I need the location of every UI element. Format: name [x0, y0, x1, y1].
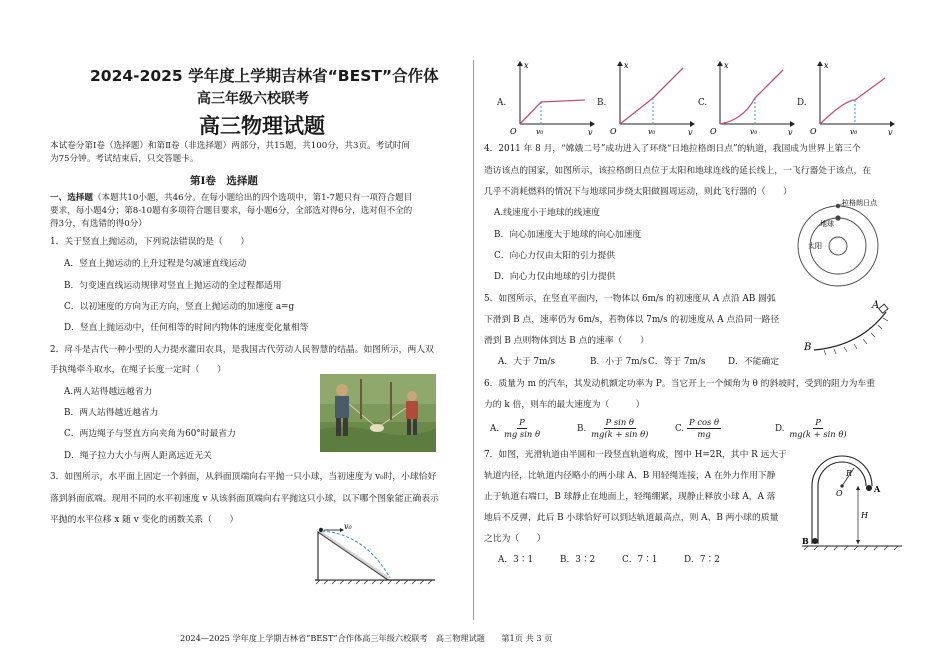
- q7-option-b: B．3∶2: [560, 555, 596, 565]
- q6-option-d: [775, 417, 849, 440]
- q3-stem3: 平抛的水平位移 x 随 v 变化的函数关系（ ）: [50, 515, 239, 525]
- q6-d-num: P: [815, 417, 821, 427]
- q4-stem3: 几乎不消耗燃料的情况下与地球同步绕太阳做圆周运动，则此飞行器的（ ）: [484, 187, 792, 197]
- q5-option-c: C．等于 7m/s: [648, 357, 706, 367]
- q7-stem4: 地后不反弹，此后 B 小球恰好可以到达轨道最高点，则 A、B 两小球的质量: [484, 513, 779, 523]
- section1-desc2: 要求，每小题4分；第8-10题有多项符合题目要求，每小题6分，全部选对得6分，选对但不全的: [50, 206, 413, 216]
- q5-stem2: 下滑到 B 点，速率仍为 6m/s，若物体以 7m/s 的初速度从 A 点沿同一路径: [484, 315, 780, 325]
- q4-option-c: C．向心力仅由太阳的引力提供: [494, 251, 616, 261]
- earth-label: 地球: [820, 220, 834, 228]
- q7-option-d: D．7∶2: [684, 555, 720, 565]
- q2-option-a: A.两人站得越远越省力: [64, 387, 153, 397]
- graph-b-v0: v₀: [648, 127, 656, 136]
- q5-option-b: B．小于 7m/s: [590, 357, 648, 367]
- q6-option-a: [490, 417, 542, 440]
- exam-title-line1: 2024-2025 学年度上学期吉林省“BEST”合作体: [90, 67, 439, 85]
- q6-stem2: 力的 k 倍，则车的最大速度为（ ）: [484, 400, 645, 410]
- graph-a: [505, 58, 595, 138]
- q5-option-d: D．不能确定: [728, 357, 780, 367]
- q7-stem2: 轨道内径，比轨道内径略小的两小球 A、B 用轻绳连接，A 在外力作用下静: [484, 471, 776, 481]
- section1-heading: 一、选择题: [50, 193, 93, 203]
- track-a-label: A: [874, 484, 881, 494]
- q3-stem2: 落到斜面底端。现用不同的水平初速度 v 从该斜面顶端向右平抛这只小球，以下哪个图象能正确表示: [50, 494, 439, 504]
- graph-c-v0: v₀: [750, 127, 758, 136]
- semicircle-track-figure: [798, 448, 908, 556]
- graph-b: [605, 58, 695, 138]
- exam-title-line2: 高三年级六校联考: [197, 91, 309, 107]
- q2-option-c: C．两边绳子与竖直方向夹角为60°时最省力: [64, 429, 236, 439]
- graph-a-v-axis: v: [588, 128, 593, 137]
- q7-stem5: 之比为（ ）: [484, 534, 546, 544]
- graph-c-label: C.: [698, 98, 708, 108]
- q6-d-label: D.: [775, 424, 785, 434]
- q6-b-den: mg(k + sin θ): [591, 429, 649, 439]
- q6-c-label: C.: [675, 424, 685, 434]
- q5-stem1: 5．如图所示，在竖直平面内，一物体以 6m/s 的初速度从 A 点沿 AB 圆弧: [484, 294, 776, 304]
- arc-point-a: A: [872, 300, 880, 311]
- graph-b-origin: O: [610, 127, 617, 136]
- q1-option-d: D．竖直上抛运动中，任何相等的时间内物体的速度变化量相等: [64, 323, 309, 333]
- q7-stem1: 7．如图，光滑轨道由半圆和一段竖直轨道构成，图中 H=2R，其中 R 远大于: [484, 450, 787, 460]
- intro-line1: 本试卷分第Ⅰ卷（选择题）和第Ⅱ卷（非选择题）两部分，共15题，共100分，共3页。考试时间: [50, 141, 411, 151]
- q6-c-den: mg: [697, 429, 711, 439]
- q4-stem2: 造访该点的国家，如图所示，该拉格朗日点位于太阳和地球连线的延长线上，一飞行器处于该点，在: [484, 166, 872, 176]
- graph-d-v0: v₀: [850, 127, 858, 136]
- graph-b-x-axis: x: [624, 61, 629, 70]
- q4-option-a: A.线速度小于地球的线速度: [494, 208, 600, 218]
- q5-option-a: A．大于 7m/s: [498, 357, 555, 367]
- water-lifting-photo: [320, 374, 436, 452]
- q3-stem1: 3．如图所示，水平面上固定一个斜面，从斜面顶端向右平抛一只小球，当初速度为 v₀时，小球恰好: [50, 472, 437, 482]
- column-divider: [473, 60, 474, 620]
- track-r-label: R: [846, 469, 853, 478]
- sun-label: 太阳: [808, 242, 822, 250]
- section1-desc3: 得3分，有选错的得0分）: [50, 219, 147, 229]
- graph-a-x-axis: x: [524, 61, 529, 70]
- section1-line1: [50, 192, 412, 205]
- part-heading: 第Ⅰ卷 选择题: [190, 175, 258, 187]
- q6-option-c: [675, 417, 721, 440]
- q1-stem: 1．关于竖直上抛运动，下列说法错误的是（ ）: [50, 237, 250, 247]
- graph-d: [805, 58, 895, 138]
- lagrange-orbit-figure: [788, 196, 908, 288]
- incline-v0-label: v₀: [344, 522, 352, 531]
- q6-stem1: 6．质量为 m 的汽车，其发动机额定功率为 P。当它开上一个倾角为 θ 的斜坡时，受到的阻力为车重: [484, 379, 876, 389]
- graph-b-label: B.: [597, 98, 607, 108]
- graph-d-label: D.: [797, 98, 807, 108]
- q6-d-den: mg(k + sin θ): [789, 429, 847, 439]
- page-footer: 2024—2025 学年度上学期吉林省“BEST”合作体高三年级六校联考 高三物理试题 第1页 共 3 页: [180, 633, 553, 643]
- q4-option-b: B．向心加速度大于地球的向心加速度: [494, 230, 642, 240]
- q4-option-d: D．向心力仅由地球的引力提供: [494, 272, 616, 282]
- graph-d-v-axis: v: [888, 128, 893, 137]
- q2-option-b: B．两人站得越近越省力: [64, 408, 159, 418]
- q4-stem1: 4．2011 年 8 月，“嫦娥二号”成功进入了环绕“日地拉格朗日点”的轨道，我国成为世界上第三个: [484, 144, 861, 154]
- intro-line2: 为75分钟。考试结束后，只交答题卡。: [50, 154, 199, 164]
- graph-a-origin: O: [510, 127, 517, 136]
- graph-d-origin: O: [810, 127, 817, 136]
- q6-c-num: P cos θ: [689, 417, 720, 427]
- graph-d-x-axis: x: [824, 61, 829, 70]
- q6-a-label: A.: [490, 424, 500, 434]
- q1-option-c: C．以初速度的方向为正方向，竖直上抛运动的加速度 a=g: [64, 302, 295, 312]
- q6-b-fraction: [589, 417, 650, 440]
- q1-option-a: A．竖直上抛运动的上升过程是匀减速直线运动: [64, 259, 247, 269]
- graph-c: [705, 58, 795, 138]
- graph-c-v-axis: v: [788, 128, 793, 137]
- q6-a-num: P: [519, 417, 525, 427]
- q2-stem1: 2．戽斗是古代一种小型的人力提水灌田农具，是我国古代劳动人民智慧的结晶。如图所示，两人双: [50, 345, 434, 355]
- q6-d-fraction: [787, 417, 848, 440]
- graph-a-label: A.: [497, 98, 507, 108]
- incline-projectile-figure: [310, 522, 440, 586]
- q6-b-num: P sin θ: [605, 417, 634, 427]
- track-b-label: B: [802, 536, 809, 546]
- graph-a-v0: v₀: [536, 127, 544, 136]
- q1-option-b: B．匀变速直线运动规律对竖直上抛运动的全过程都适用: [64, 281, 282, 291]
- q7-stem3: 止于轨道右端口，B 球静止在地面上，轻绳绷紧，现静止释放小球 A，A 落: [484, 492, 776, 502]
- q6-a-den: mg sin θ: [503, 429, 540, 439]
- arc-point-b: B: [804, 342, 812, 353]
- q2-option-d: D．绳子拉力大小与两人距离远近无关: [64, 451, 212, 461]
- track-h-label: H: [861, 511, 868, 520]
- q2-stem2: 手执绳牵斗取水，在绳子长度一定时（ ）: [50, 365, 226, 375]
- q5-stem3: 滑到 B 点则物体到达 B 点的速率（ ）: [484, 336, 649, 346]
- q6-b-label: B.: [577, 424, 587, 434]
- section1-desc1: （本题共10小题，共46分。在每小题给出的四个选项中，第1-7题只有一项符合题目: [92, 193, 413, 203]
- q6-a-fraction: [502, 417, 542, 440]
- arc-slide-figure: [800, 300, 900, 360]
- track-o-label: O: [836, 489, 843, 498]
- q7-option-a: A．3∶1: [498, 555, 534, 565]
- exam-title-line3: 高三物理试题: [199, 114, 325, 138]
- graph-c-x-axis: x: [724, 61, 729, 70]
- graph-c-origin: O: [710, 127, 717, 136]
- lagrange-point-label: 拉格朗日点: [842, 199, 877, 207]
- graph-b-v-axis: v: [688, 128, 693, 137]
- q6-option-b: [577, 417, 650, 440]
- q7-option-c: C．7∶1: [622, 555, 658, 565]
- q6-c-fraction: [687, 417, 721, 440]
